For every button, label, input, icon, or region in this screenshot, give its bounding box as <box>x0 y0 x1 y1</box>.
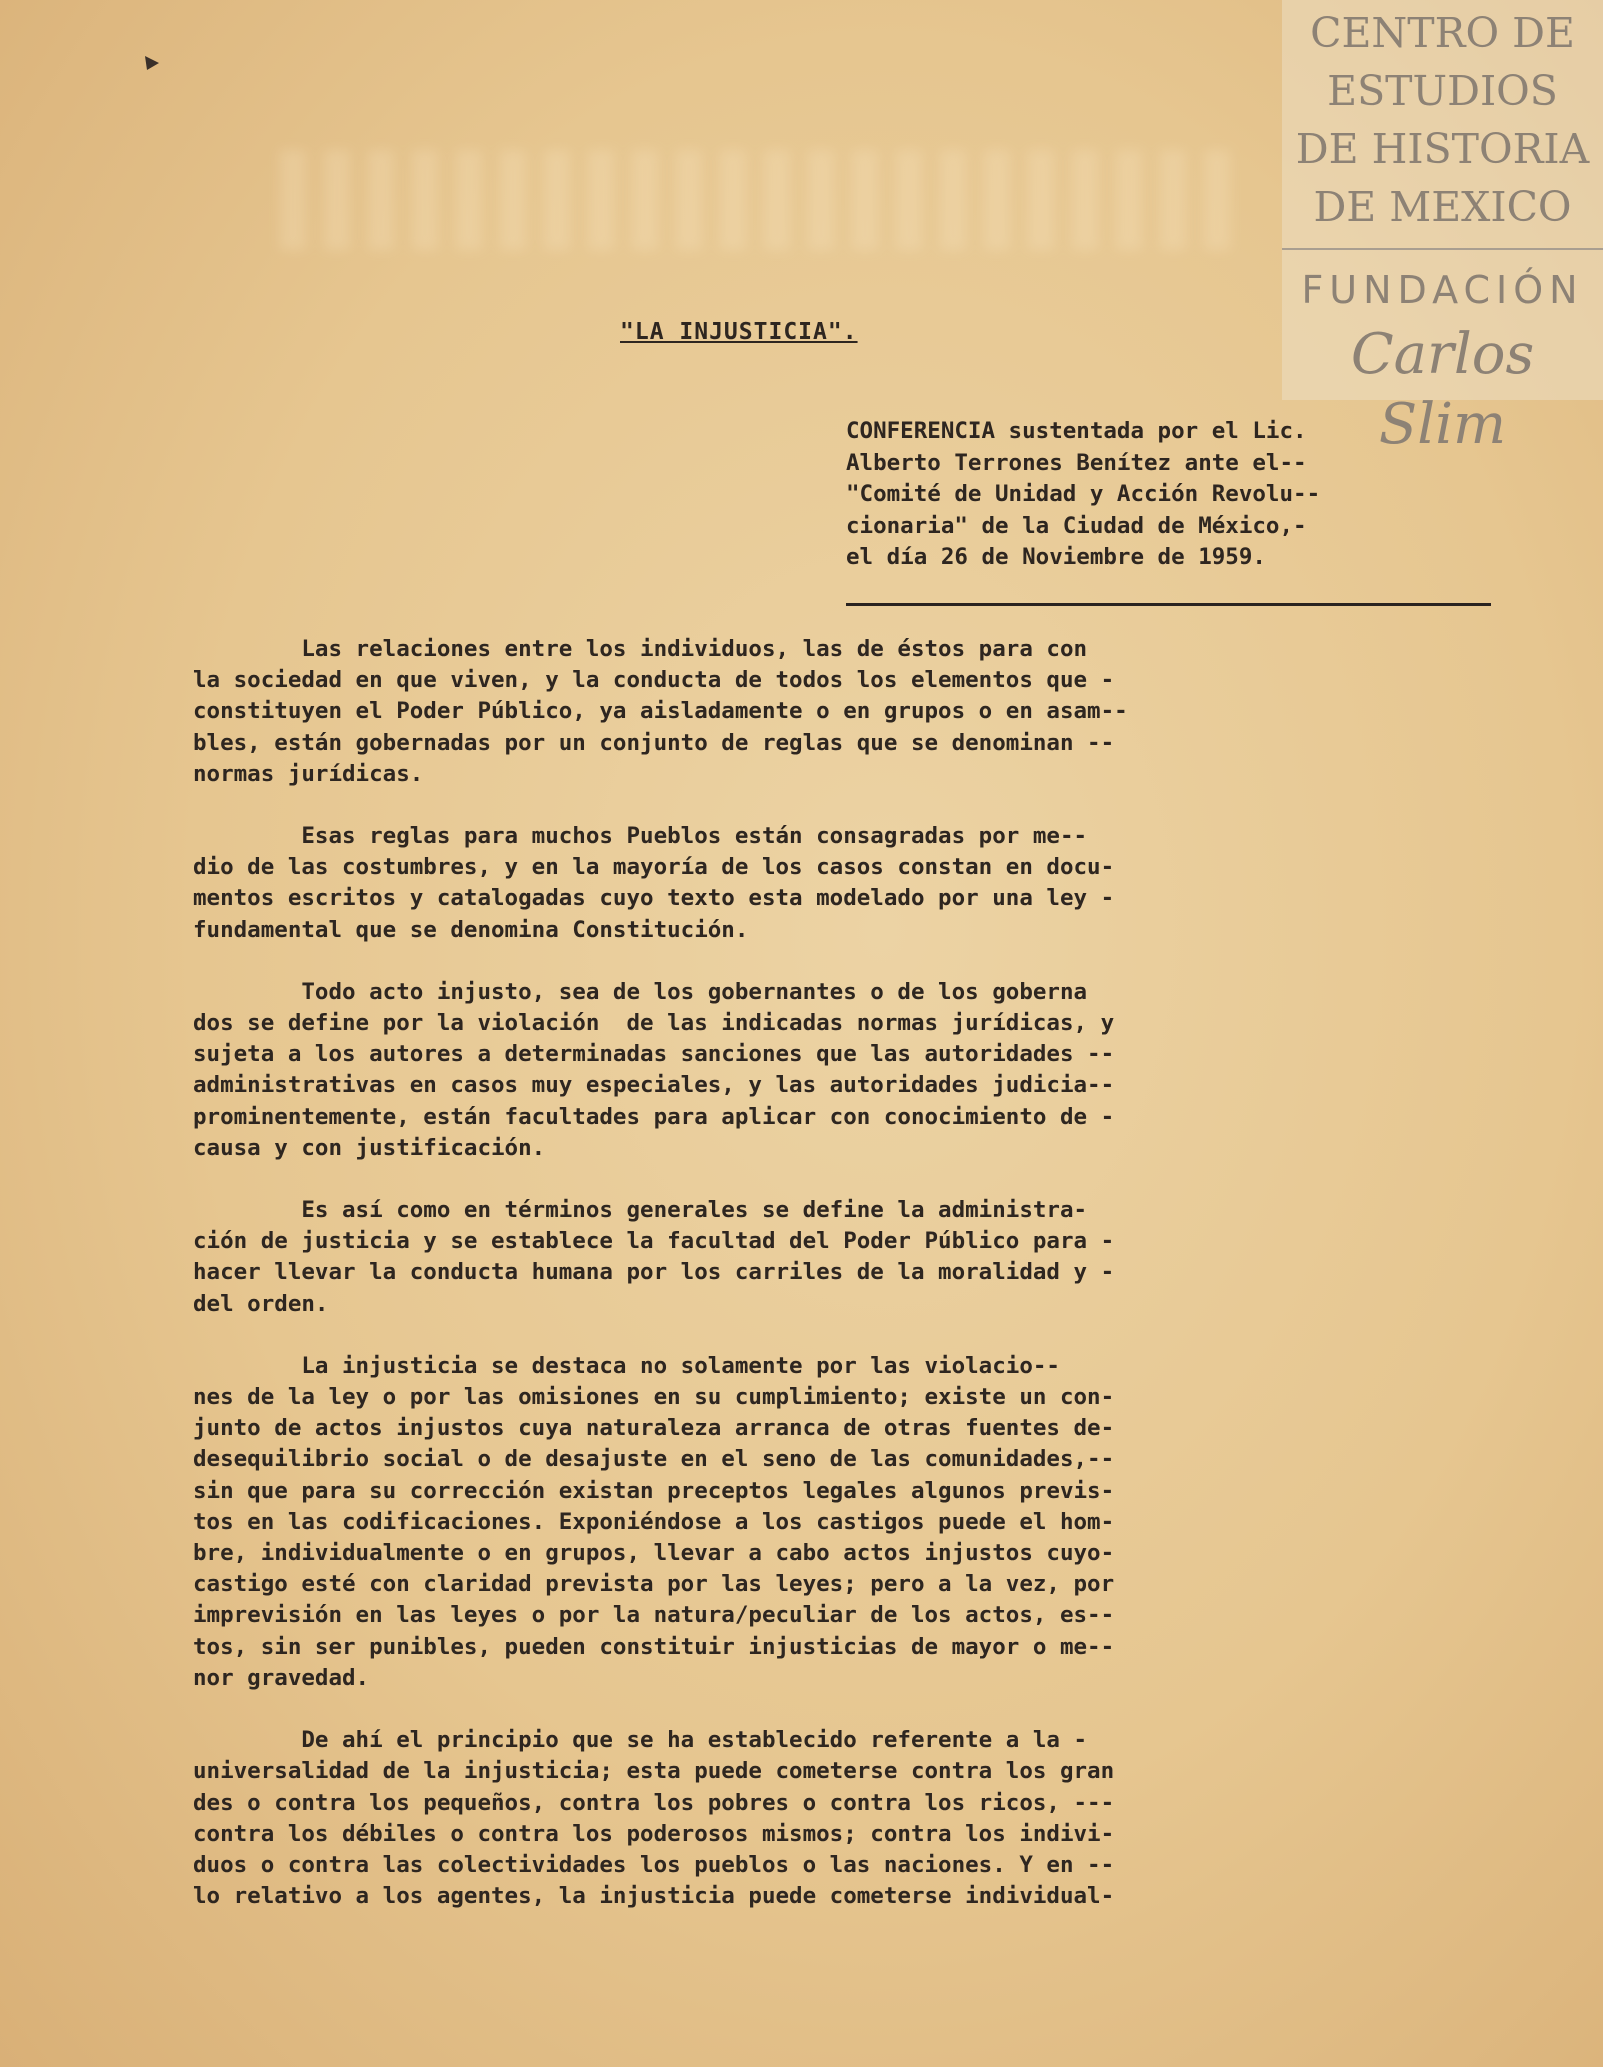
watermark-line: CENTRO DE <box>1310 9 1575 57</box>
text-line: Esas reglas para muchos Pueblos están consagradas por me-- <box>193 823 1088 850</box>
paragraph <box>193 1195 1503 1320</box>
watermark-line: DE HISTORIA <box>1295 125 1590 173</box>
paragraph <box>193 977 1503 1164</box>
bleed-through-text <box>280 150 1240 250</box>
text-line: tos en las codificaciones. Exponiéndose a los castigos puede el hom- <box>193 1508 1115 1535</box>
text-line: Es así como en términos generales se define la administra- <box>193 1197 1088 1224</box>
paragraph <box>193 821 1503 946</box>
text-line: desequilibrio social o de desajuste en el seno de las comunidades,-- <box>193 1446 1115 1473</box>
text-line: lo relativo a los agentes, la injusticia puede cometerse individual- <box>193 1883 1115 1910</box>
text-line: prominentemente, están facultades para aplicar con conocimiento de - <box>193 1103 1115 1130</box>
text-line: imprevisión en las leyes o por la natura/peculiar de los actos, es-- <box>193 1602 1115 1629</box>
text-line: duos o contra las colectividades los pueblos o las naciones. Y en -- <box>193 1851 1115 1878</box>
text-line: nor gravedad. <box>193 1664 370 1691</box>
header-line: "Comité de Unidad y Acción Revolu-- <box>846 481 1321 507</box>
text-line: sin que para su corrección existan preceptos legales algunos previs- <box>193 1477 1115 1504</box>
header-line: CONFERENCIA sustentada por el Lic. <box>846 418 1307 444</box>
document-body <box>193 634 1503 1943</box>
text-line: nes de la ley o por las omisiones en su cumplimiento; existe un con- <box>193 1384 1115 1411</box>
paragraph <box>193 1351 1503 1694</box>
watermark-line: ESTUDIOS <box>1327 67 1558 115</box>
text-line: normas jurídicas. <box>193 760 424 787</box>
text-line: tos, sin ser punibles, pueden constituir injusticias de mayor o me-- <box>193 1633 1115 1660</box>
text-line: Todo acto injusto, sea de los gobernantes o de los goberna <box>193 978 1088 1005</box>
text-line: bles, están gobernadas por un conjunto de reglas que se denominan -- <box>193 729 1115 756</box>
text-line: bre, individualmente o en grupos, llevar a cabo actos injustos cuyo- <box>193 1540 1115 1567</box>
conference-header <box>846 416 1506 574</box>
paragraph <box>193 1725 1503 1912</box>
text-line: castigo esté con claridad prevista por las leyes; pero a la vez, por <box>193 1571 1115 1598</box>
archive-watermark <box>1282 0 1603 457</box>
text-line: junto de actos injustos cuya naturaleza arranca de otras fuentes de- <box>193 1415 1115 1442</box>
text-line: dio de las costumbres, y en la mayoría de los casos constan en docu- <box>193 854 1115 881</box>
text-line: fundamental que se denomina Constitución. <box>193 916 749 943</box>
text-line: universalidad de la injusticia; esta puede cometerse contra los gran <box>193 1758 1115 1785</box>
text-line: des o contra los pequeños, contra los pobres o contra los ricos, --- <box>193 1789 1115 1816</box>
header-line: el día 26 de Noviembre de 1959. <box>846 544 1266 570</box>
punch-hole-mark <box>143 54 161 72</box>
text-line: contra los débiles o contra los poderosos mismos; contra los indivi- <box>193 1820 1115 1847</box>
header-divider <box>846 603 1491 606</box>
watermark-foundation: FUNDACIÓN <box>1301 268 1584 312</box>
text-line: la sociedad en que viven, y la conducta de todos los elementos que - <box>193 667 1115 694</box>
paragraph <box>193 634 1503 790</box>
text-line: constituyen el Poder Público, ya aisladamente o en grupos o en asam-- <box>193 698 1128 725</box>
text-line: Las relaciones entre los individuos, las de éstos para con <box>193 636 1088 662</box>
text-line: sujeta a los autores a determinadas sanciones que las autoridades -- <box>193 1041 1115 1068</box>
watermark-signature: Carlos Slim <box>1350 322 1535 457</box>
document-title: "LA INJUSTICIA". <box>620 319 858 345</box>
text-line: del orden. <box>193 1290 329 1317</box>
watermark-line: DE MEXICO <box>1313 183 1572 231</box>
header-line: Alberto Terrones Benítez ante el-- <box>846 449 1307 476</box>
text-line: causa y con justificación. <box>193 1134 546 1161</box>
text-line: hacer llevar la conducta humana por los carriles de la moralidad y - <box>193 1259 1115 1286</box>
header-line: cionaria" de la Ciudad de México,- <box>846 512 1307 539</box>
text-line: mentos escritos y catalogadas cuyo texto esta modelado por una ley - <box>193 885 1115 912</box>
text-line: La injusticia se destaca no solamente por las violacio-- <box>193 1352 1060 1379</box>
text-line: De ahí el principio que se ha establecido referente a la - <box>193 1727 1088 1754</box>
text-line: dos se define por la violación de las indicadas normas jurídicas, y <box>193 1010 1115 1037</box>
text-line: ción de justicia y se establece la facultad del Poder Público para - <box>193 1228 1115 1255</box>
text-line: administrativas en casos muy especiales, y las autoridades judicia-- <box>193 1072 1115 1099</box>
watermark-divider <box>1282 248 1603 250</box>
